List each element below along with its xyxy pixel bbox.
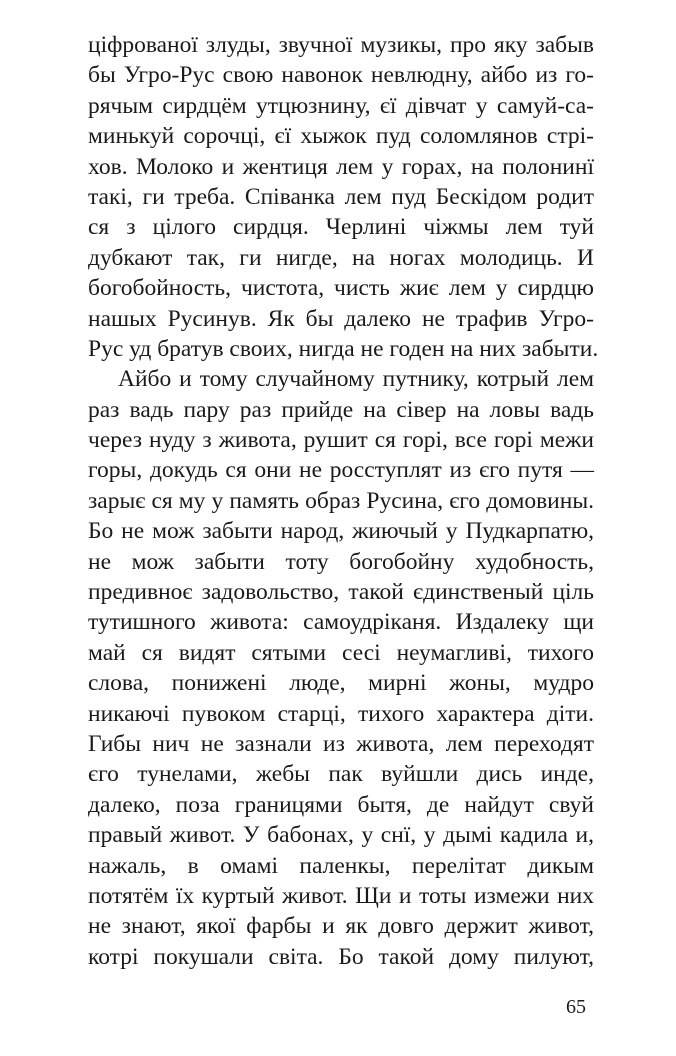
- text-line: єго тунелами, жебы пак вуйшли дись инде,: [88, 761, 594, 788]
- paragraph-2: [88, 364, 594, 1002]
- text-line: нашых Русинув. Як бы далеко не трафив Угро-: [88, 305, 594, 332]
- text-line: богобойность, чистота, чисть жиє лем у сирдцю: [88, 275, 594, 302]
- text-line: не мож забыти тоту богобойну худобность,: [88, 548, 594, 575]
- text-line: Рус уд братув своих, нигда не годен на них забыти.: [88, 335, 599, 362]
- text-line: правый живот. У бабонах, у снї, у дымi кадила и,: [88, 822, 594, 849]
- text-line: не знают, якої фарбы и як довго держит живот,: [88, 913, 594, 940]
- text-line: [88, 972, 594, 1002]
- text-line: рячым сирдцём утцюзнину, єї дiвчат у самуй-са-: [88, 92, 594, 119]
- text-line: Бо не мож забыти народ, жиючый у Пудкарпатю,: [88, 518, 594, 545]
- text-line: бы Угро-Рус свою навонок невлюдну, айбо из го-: [88, 62, 594, 89]
- text-line: цiфрованої злуды, звучної музикы, про яку забыв: [88, 32, 594, 58]
- text-line: ся з цiлого сирдця. Черлинi чiжмы лем туй: [88, 214, 594, 241]
- text-line: предивноє задовольство, такой єдинственый цiль: [88, 579, 594, 606]
- text-line: горы, докудь ся они не росступлят из єго путя —: [88, 457, 594, 484]
- text-line: хов. Молоко и жентиця лем у горах, на полонинї: [88, 153, 594, 180]
- text-line: раз вадь пару раз прийде на сiвер на ловы вадь: [88, 396, 594, 423]
- text-line: май ся видят сятыми сесi неумагливi, тихого: [88, 639, 594, 666]
- text-line: слова, понижені люде, мирнi жоны, мудро: [88, 670, 594, 697]
- text-line: котрi покушали свiта. Бо такой дому пилуют,: [88, 943, 594, 970]
- paragraph-1: [88, 30, 599, 364]
- text-line: через нуду з живота, рушит ся горi, все горi межи: [88, 427, 594, 454]
- text-line: такi, ги треба. Спiванка лем пуд Бескiдом родит: [88, 183, 594, 210]
- text-line: зарыє ся му у память образ Русина, єго домовины.: [88, 487, 594, 514]
- text-line: нажаль, в омамi паленкы, перелiтат дикым: [88, 852, 594, 879]
- text-line: тутишного живота: самоудрiканя. Издалеку щи: [88, 609, 594, 636]
- page-number: 65: [566, 996, 586, 1018]
- text-line: Гибы нич не зазнали из живота, лем переходят: [88, 730, 594, 757]
- text-line: никаючi пувоком старцi, тихого характера дiти.: [88, 700, 594, 727]
- text-line: далеко, поза границями бытя, де найдут свуй: [88, 791, 594, 818]
- text-line: дубкают так, ги нигде, на ногах молодиць. И: [88, 244, 594, 271]
- body-text: [88, 30, 599, 1003]
- text-line: минькуй сорочцi, єї хыжок пуд соломлянов стрi-: [88, 123, 594, 150]
- text-line: Айбо и тому случайному путнику, котрый лем: [118, 366, 594, 393]
- text-line: потятём їх куртый живот. Щи и тоты измежи них: [88, 882, 594, 909]
